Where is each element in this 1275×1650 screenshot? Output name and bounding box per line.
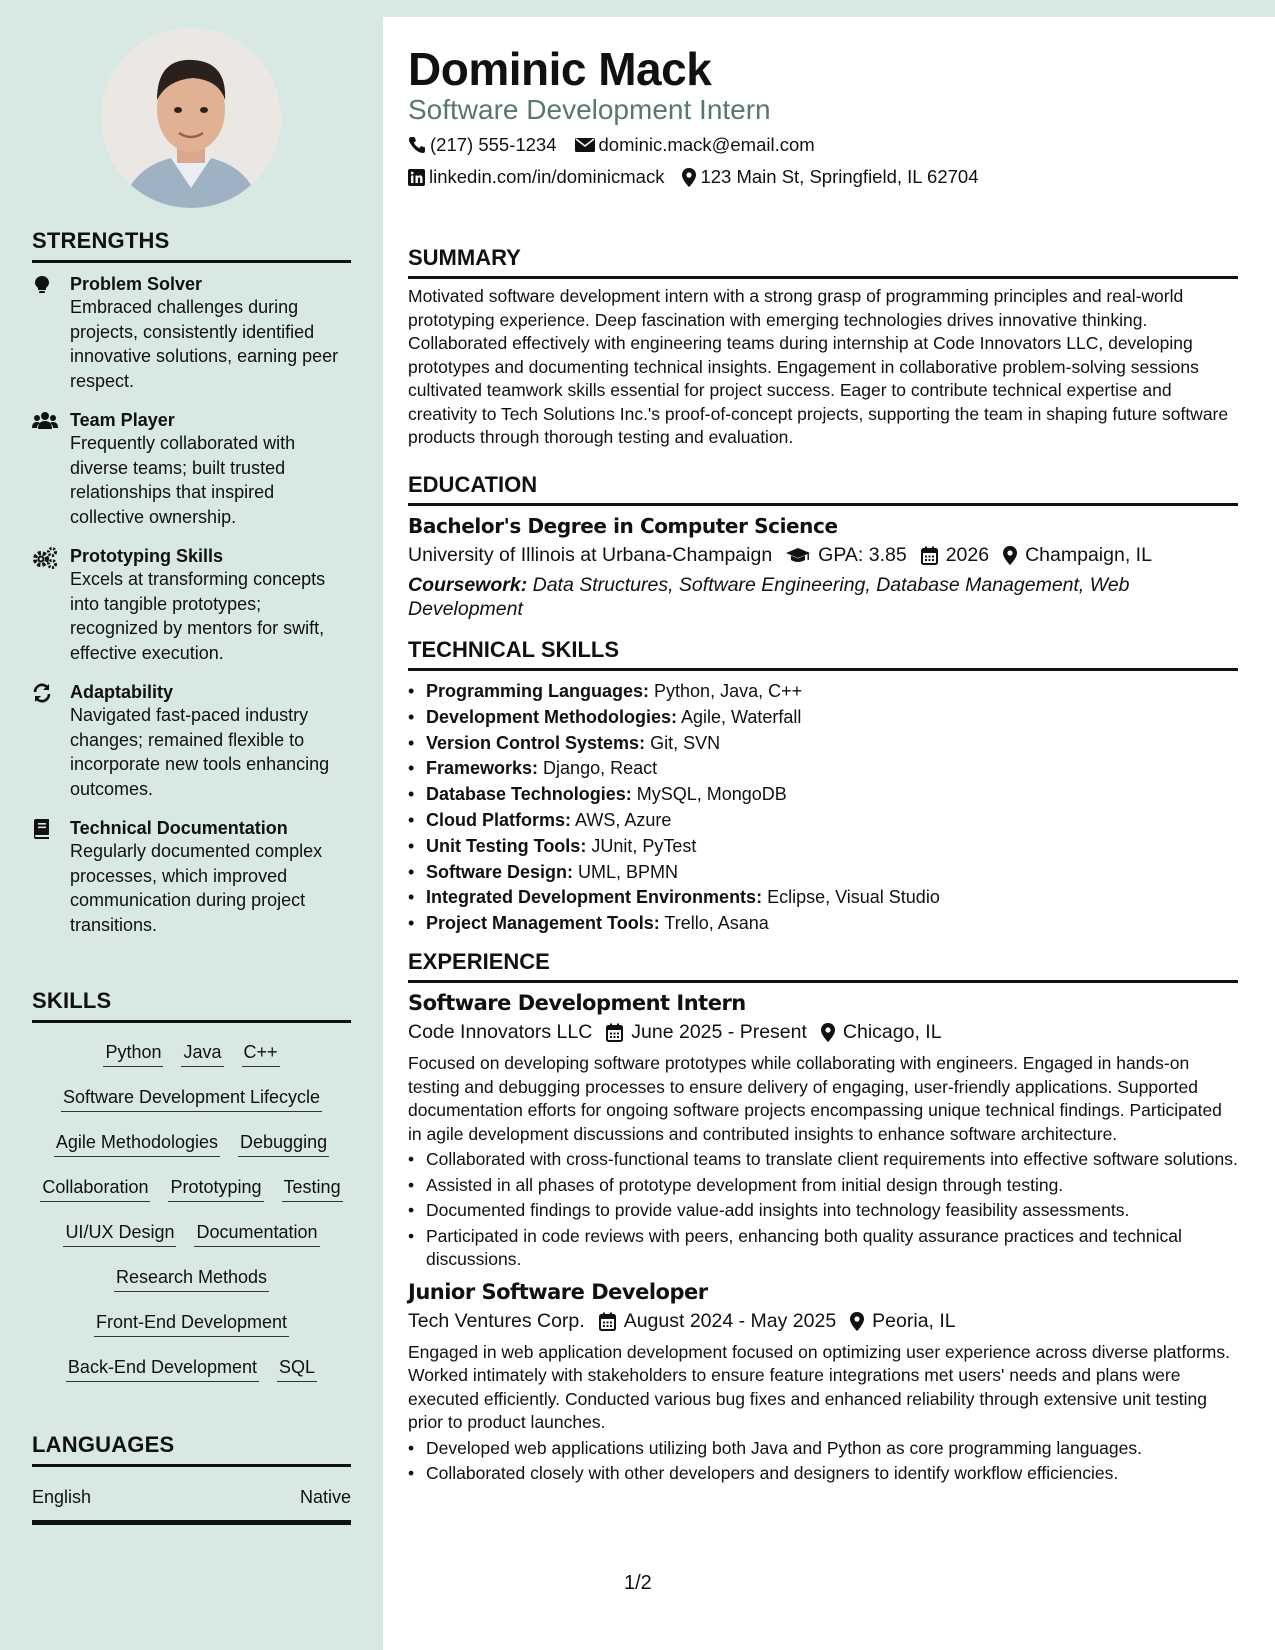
map-pin-icon: [1003, 546, 1017, 565]
skills-title: SKILLS: [32, 988, 351, 1023]
coursework: [408, 573, 1238, 621]
strengths-title: STRENGTHS: [32, 228, 351, 263]
summary-text: Motivated software development intern with a strong grasp of programming principles and real-world prototyping experience. Deep fascination with emerging technologies drives innovative thinking. Collaborated effectively with engineering teams during internship at Code Innovators LLC, developing prototypes and documenting technical insights. Engagement in collaborative problem-solving sessions cultivated teamwork skills essential for project success. Eager to contribute technical expertise and creativity to Tech Solutions Inc.'s proof-of-concept projects, supporting the team in shaping future software products through thorough testing and evaluation.: [408, 286, 1229, 447]
language-row: [32, 1487, 351, 1525]
list-item: [408, 705, 1238, 731]
skill-tag: SQL: [277, 1356, 317, 1382]
strength-desc: Regularly documented complex processes, which improved communication during project transitions.: [70, 841, 323, 935]
skill-tag: Software Development Lifecycle: [61, 1086, 322, 1112]
skill-value: Git, SVN: [645, 732, 721, 753]
skill-tag: Python: [103, 1041, 163, 1067]
year-text: 2026: [945, 544, 990, 566]
skill-tag: UI/UX Design: [63, 1221, 176, 1247]
dates-text: August 2024 - May 2025: [623, 1309, 837, 1332]
candidate-role: Software Development Intern: [408, 94, 771, 125]
skill-label: Unit Testing Tools:: [426, 835, 587, 856]
dates-text: June 2025 - Present: [631, 1021, 807, 1043]
technical-skills-title: TECHNICAL SKILLS: [408, 637, 1238, 671]
phone-item: [408, 134, 557, 156]
company-text: Tech Ventures Corp.: [408, 1309, 585, 1332]
degree-title: Bachelor's Degree in Computer Science: [408, 514, 838, 538]
experience-title: EXPERIENCE: [408, 949, 1238, 983]
strength-item: [32, 545, 351, 665]
job-bullets: [408, 1148, 1238, 1272]
list-item: [408, 731, 1238, 757]
company-text: Code Innovators LLC: [408, 1021, 593, 1043]
graduation-cap-icon: [786, 547, 810, 565]
skill-value: Agile, Waterfall: [677, 706, 802, 727]
skill-label: Cloud Platforms:: [426, 809, 572, 830]
gears-icon: [32, 545, 70, 665]
list-item: [408, 679, 1238, 705]
year-item: [921, 544, 989, 567]
list-item: [408, 756, 1238, 782]
skill-row: [32, 1350, 351, 1395]
list-item: [408, 834, 1238, 860]
strength-item: [32, 681, 351, 801]
education-title: EDUCATION: [408, 472, 1238, 506]
skill-row: [32, 1035, 351, 1080]
list-item: • Assisted in all phases of prototype development from initial design through testing.: [408, 1174, 1238, 1198]
languages-section: [32, 1432, 351, 1525]
skill-tag: Java: [181, 1041, 223, 1067]
skill-tag: Back-End Development: [66, 1356, 259, 1382]
job-bullets: [408, 1437, 1238, 1486]
job-meta: [408, 1310, 1238, 1333]
skill-tag: Prototyping: [168, 1176, 263, 1202]
email-item[interactable]: [575, 134, 815, 156]
company-item: [408, 1021, 592, 1044]
contact-line-1: [408, 134, 833, 156]
page-number: 1/2: [624, 1572, 652, 1594]
skill-row: [32, 1215, 351, 1260]
strength-title: Problem Solver: [70, 274, 203, 294]
skill-value: Trello, Asana: [659, 913, 769, 934]
skill-label: Frameworks:: [426, 758, 539, 779]
list-item: • Participated in code reviews with peers, enhancing both quality assurance practices and technical discussions.: [408, 1225, 1238, 1272]
skill-tag: Agile Methodologies: [54, 1131, 220, 1157]
summary-section: [408, 245, 1238, 450]
summary-title: SUMMARY: [408, 245, 1238, 279]
experience-section: [408, 949, 1238, 1488]
gpa-item: [786, 544, 907, 567]
map-pin-icon: [821, 1023, 835, 1042]
calendar-icon: [921, 546, 938, 565]
profile-photo: [101, 28, 281, 208]
strengths-section: [32, 228, 351, 937]
strength-desc: Excels at transforming concepts into tangible prototypes; recognized by mentors for swift, effective execution.: [70, 569, 326, 663]
skill-label: Database Technologies:: [426, 784, 632, 805]
skill-value: JUnit, PyTest: [586, 835, 697, 856]
job-title: Software Development Intern: [408, 991, 746, 1015]
skill-value: MySQL, MongoDB: [631, 784, 787, 805]
language-name: English: [32, 1487, 92, 1507]
list-item: • Collaborated closely with other developers and designers to identify workflow efficiencies.: [408, 1462, 1238, 1486]
education-section: [408, 472, 1238, 621]
main-content: [383, 17, 1275, 1650]
lightbulb-icon: [32, 273, 70, 393]
strength-item: [32, 273, 351, 393]
location-text: Peoria, IL: [872, 1309, 956, 1332]
strength-desc: Embraced challenges during projects, consistently identified innovative solutions, earning peer respect.: [70, 297, 339, 391]
job-entry: [408, 1280, 1238, 1486]
skill-tag: Documentation: [194, 1221, 319, 1247]
strength-title: Adaptability: [70, 682, 174, 702]
dates-item: [599, 1310, 836, 1333]
languages-title: LANGUAGES: [32, 1432, 351, 1467]
strength-item: [32, 817, 351, 937]
list-item: [408, 808, 1238, 834]
sync-icon: [32, 681, 70, 801]
skill-row: [32, 1260, 351, 1305]
school-text: University of Illinois at Urbana-Champaign: [408, 544, 773, 566]
list-item: [408, 860, 1238, 886]
calendar-icon: [606, 1023, 623, 1042]
location-item: [850, 1310, 955, 1333]
skill-row: [32, 1125, 351, 1170]
skill-value: Eclipse, Visual Studio: [762, 887, 940, 908]
list-item: • Developed web applications utilizing both Java and Python as core programming languages.: [408, 1437, 1238, 1461]
envelope-icon: [575, 137, 595, 153]
contact-line-2: [408, 166, 996, 188]
technical-skills-section: [408, 637, 1238, 937]
book-icon: [32, 817, 70, 937]
address-item: [682, 166, 978, 188]
strength-desc: Frequently collaborated with diverse teams; built trusted relationships that inspired collective ownership.: [70, 433, 296, 527]
list-item: • Documented findings to provide value-add insights into technology feasibility assessments.: [408, 1199, 1238, 1223]
skill-row: [32, 1170, 351, 1215]
skills-section: [32, 988, 351, 1395]
candidate-name: Dominic Mack: [408, 43, 712, 95]
map-pin-icon: [682, 168, 696, 187]
sidebar: [0, 0, 383, 1650]
strength-desc: Navigated fast-paced industry changes; remained flexible to incorporate new tools enhancing outcomes.: [70, 705, 330, 799]
list-item: [408, 782, 1238, 808]
list-item: [408, 885, 1238, 911]
phone-icon: [408, 136, 426, 154]
list-item: • Collaborated with cross-functional teams to translate client requirements into effective software solutions.: [408, 1148, 1238, 1172]
strength-title: Technical Documentation: [70, 818, 288, 838]
skills-tags: [32, 1035, 351, 1395]
job-title: Junior Software Developer: [408, 1279, 708, 1304]
users-icon: [32, 409, 70, 529]
calendar-icon: [599, 1312, 616, 1331]
skill-tag: C++: [242, 1041, 280, 1067]
skill-value: AWS, Azure: [571, 809, 672, 830]
strength-title: Team Player: [70, 410, 175, 430]
skill-row: [32, 1080, 351, 1125]
skill-label: Development Methodologies:: [426, 706, 678, 727]
linkedin-item[interactable]: [408, 166, 664, 188]
strength-item: [32, 409, 351, 529]
map-pin-icon: [850, 1312, 864, 1331]
coursework-label: Coursework:: [408, 574, 528, 596]
location-text: Champaign, IL: [1025, 544, 1152, 566]
linkedin-icon: [408, 169, 425, 186]
list-item: [408, 911, 1238, 937]
skill-label: Project Management Tools:: [426, 913, 660, 934]
technical-skills-list: [408, 679, 1238, 937]
skill-label: Programming Languages:: [426, 681, 650, 701]
education-meta: [408, 544, 1238, 567]
gpa-text: GPA: 3.85: [818, 544, 907, 566]
strength-title: Prototyping Skills: [70, 546, 224, 566]
email-text[interactable]: dominic.mack@email.com: [598, 134, 815, 155]
company-item: [408, 1310, 585, 1333]
skill-tag: Collaboration: [40, 1176, 150, 1202]
skill-value: UML, BPMN: [573, 861, 679, 882]
dates-item: [606, 1021, 807, 1044]
school-name: [408, 544, 772, 567]
location-text: Chicago, IL: [842, 1021, 942, 1043]
skill-tag: Debugging: [238, 1131, 329, 1157]
location-item: [821, 1021, 942, 1044]
phone-text: (217) 555-1234: [430, 134, 557, 155]
job-entry: [408, 991, 1238, 1272]
job-summary: Engaged in web application development focused on optimizing user experience across diverse platforms. Worked intimately with stakeholders to ensure feature integrations met users' needs and plans were executed efficiently. Conducted various bug fixes and enhanced reliability through extensive unit testing prior to product launches.: [408, 1341, 1230, 1432]
skill-row: [32, 1305, 351, 1350]
coursework-text: Data Structures, Software Engineering, Database Management, Web Development: [408, 574, 1130, 620]
skill-tag: Research Methods: [114, 1266, 269, 1292]
skill-value: Python, Java, C++: [649, 681, 803, 701]
language-level: Native: [299, 1487, 351, 1507]
job-summary: Focused on developing software prototypes while collaborating with engineers. Engaged in hands-on testing and debugging processes to ensure delivery of engaging, user-friendly applications. Supported documentation efforts for ongoing software projects encompassing unique technical findings. Participated in agile development discussions and contributed insights to enhance software architecture.: [408, 1053, 1222, 1144]
avatar: [101, 28, 281, 208]
skill-label: Version Control Systems:: [426, 732, 646, 753]
job-meta: [408, 1021, 1238, 1044]
location-item: [1003, 544, 1152, 567]
linkedin-text[interactable]: linkedin.com/in/dominicmack: [429, 166, 665, 187]
skill-label: Software Design:: [426, 861, 574, 882]
skill-label: Integrated Development Environments:: [426, 887, 763, 908]
skill-value: Django, React: [538, 758, 658, 779]
skill-tag: Testing: [282, 1176, 343, 1202]
address-text: 123 Main St, Springfield, IL 62704: [700, 166, 979, 187]
skill-tag: Front-End Development: [94, 1311, 289, 1337]
